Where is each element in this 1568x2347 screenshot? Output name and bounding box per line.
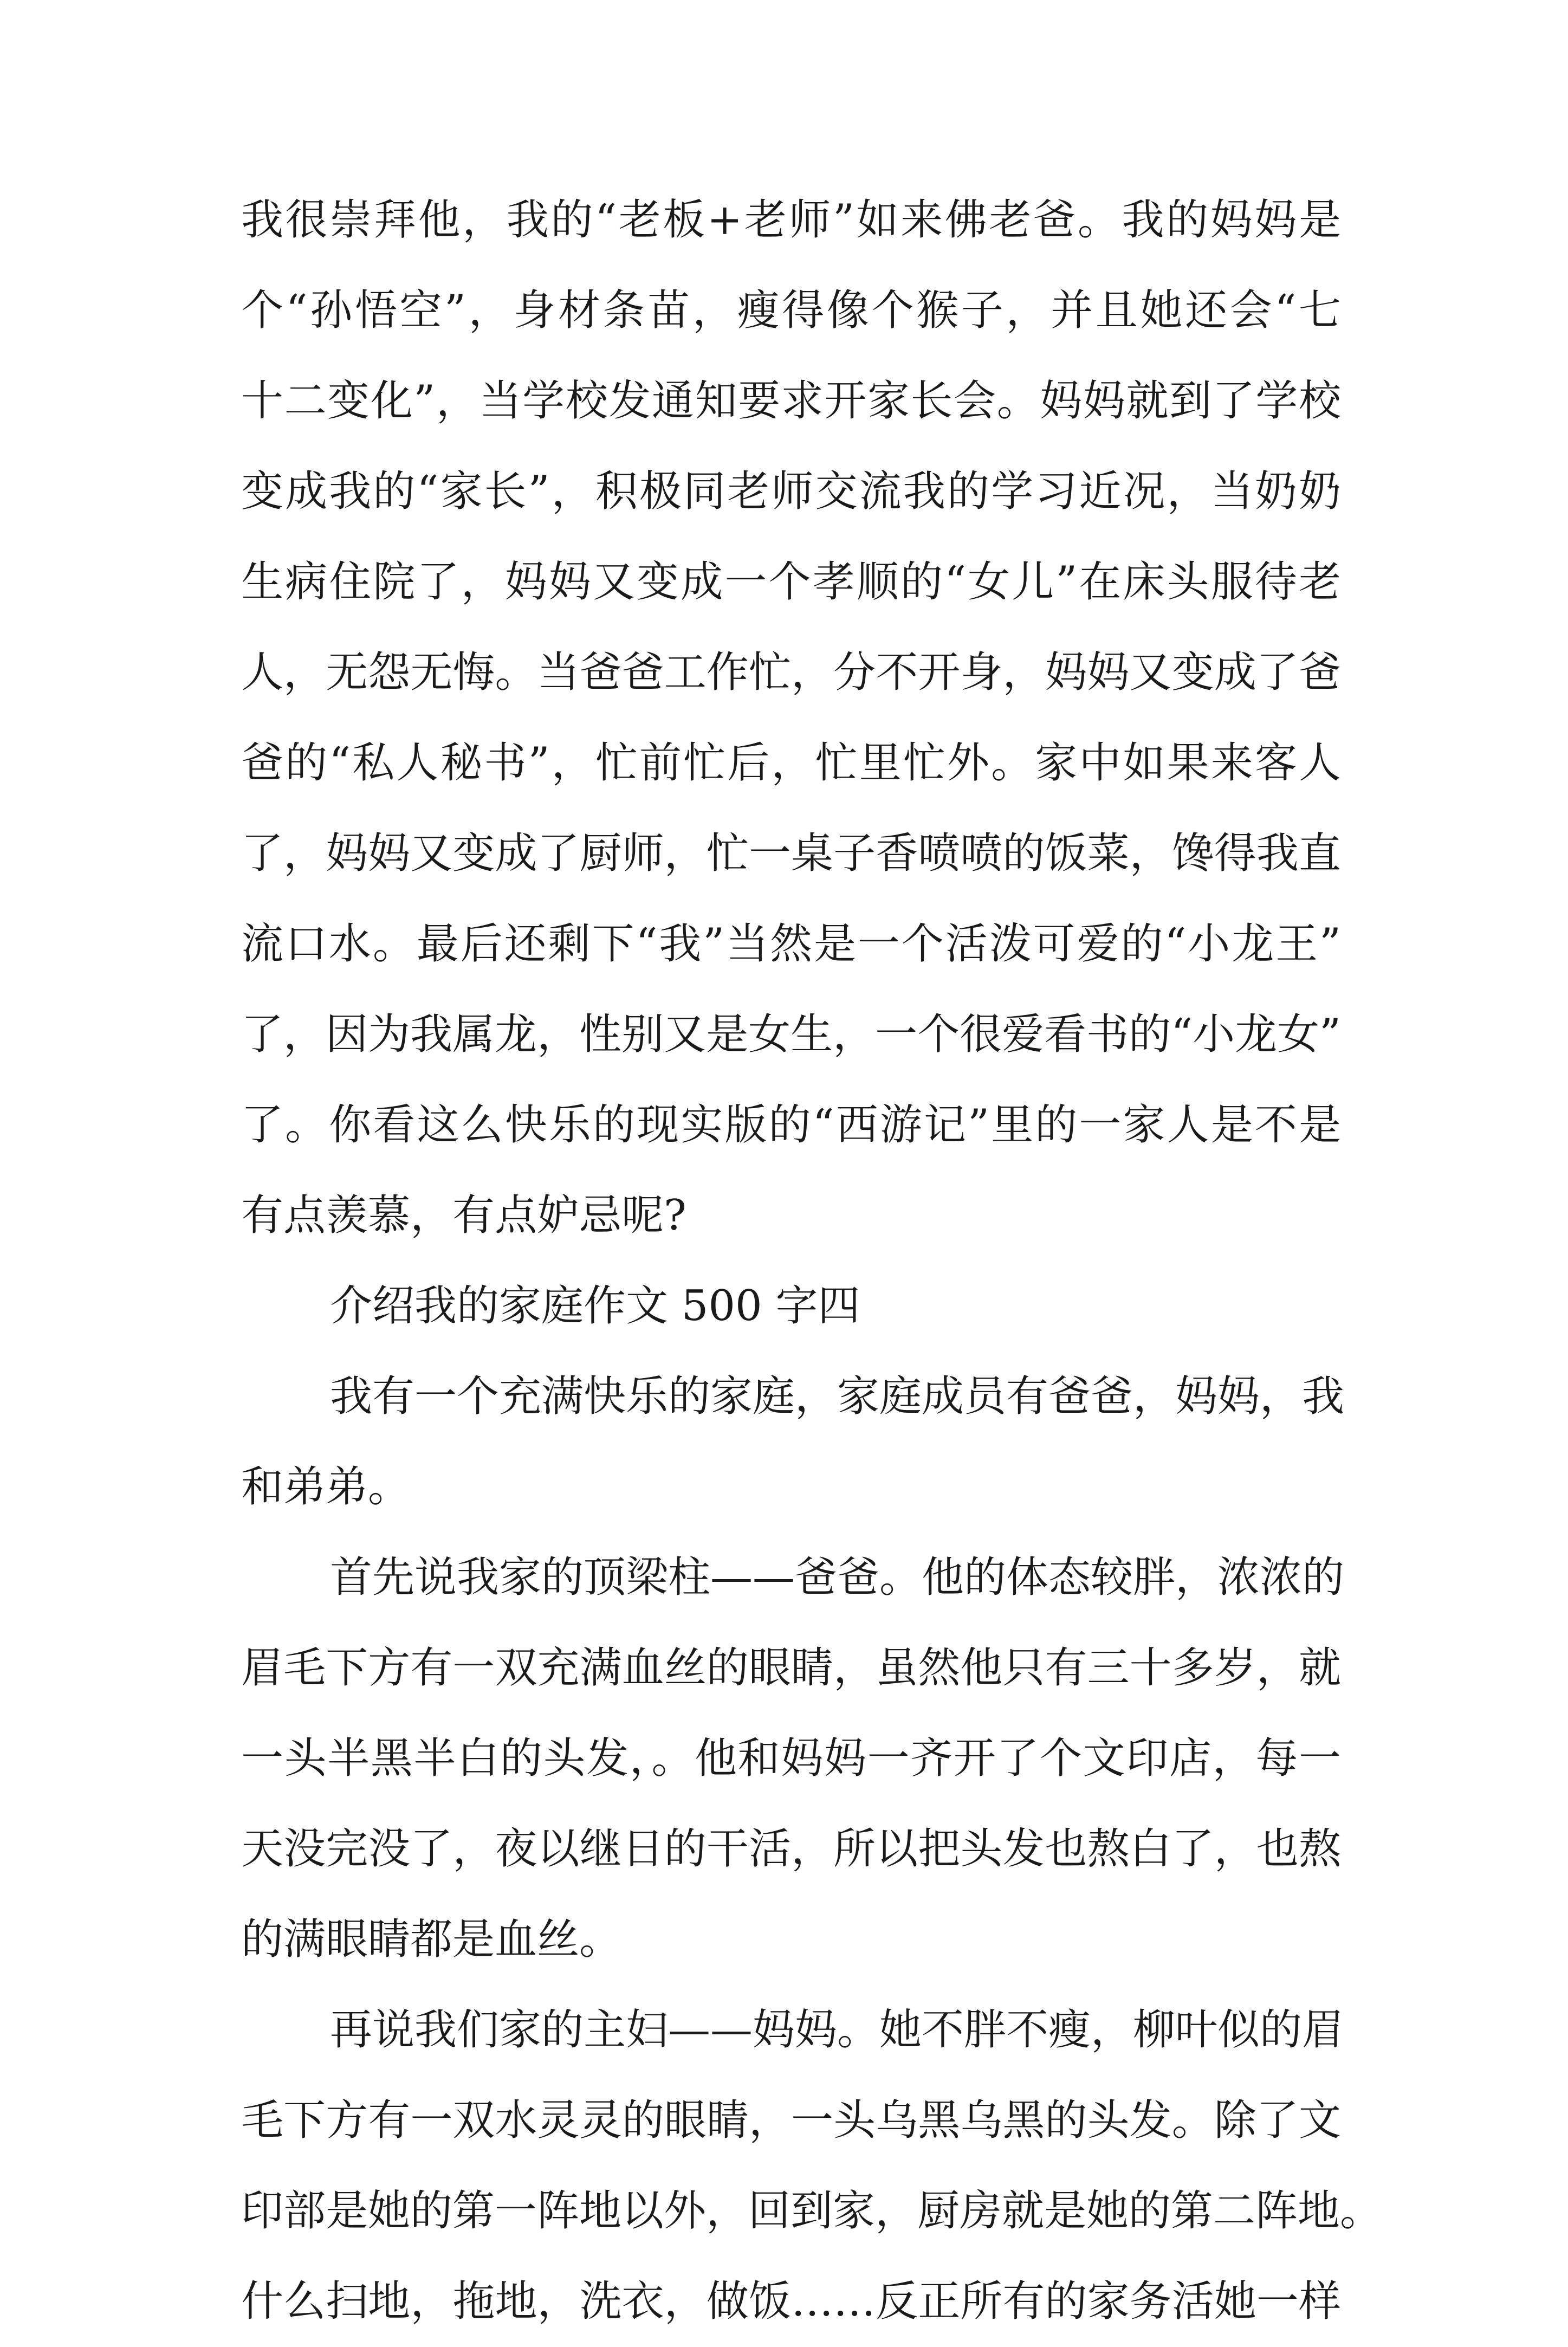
text-line: 毛下方有一双水灵灵的眼睛，一头乌黑乌黑的头发。除了文 bbox=[241, 2096, 1341, 2145]
text-line: 爸的“私人秘书”，忙前忙后，忙里忙外。家中如果来客人 bbox=[241, 739, 1341, 787]
text-line: 人，无怨无悔。当爸爸工作忙，分不开身，妈妈又变成了爸 bbox=[241, 648, 1341, 697]
text-line: 流口水。最后还剩下“我”当然是一个活泼可爱的“小龙王” bbox=[241, 920, 1341, 968]
text-line: 的满眼睛都是血丝。 bbox=[241, 1915, 622, 1964]
text-line: 我很崇拜他，我的“老板+老师”如来佛老爸。我的妈妈是 bbox=[241, 196, 1341, 244]
text-line: 一头半黑半白的头发，。他和妈妈一齐开了个文印店，每一 bbox=[241, 1734, 1341, 1783]
text-line: 我有一个充满快乐的家庭，家庭成员有爸爸，妈妈，我 bbox=[330, 1372, 1345, 1421]
text-line: 天没完没了，夜以继日的干活，所以把头发也熬白了，也熬 bbox=[241, 1825, 1341, 1873]
text-line: 十二变化”，当学校发通知要求开家长会。妈妈就到了学校 bbox=[241, 377, 1341, 425]
body-text bbox=[241, 175, 1383, 2347]
text-line: 生病住院了，妈妈又变成一个孝顺的“女儿”在床头服待老 bbox=[241, 558, 1341, 606]
text-line: 眉毛下方有一双充满血丝的眼睛，虽然他只有三十多岁，就 bbox=[241, 1644, 1341, 1692]
text-line: 和弟弟。 bbox=[241, 1463, 411, 1511]
text-line: 了，因为我属龙，性别又是女生，一个很爱看书的“小龙女” bbox=[241, 1010, 1341, 1059]
text-line: 印部是她的第一阵地以外，回到家，厨房就是她的第二阵地。 bbox=[241, 2187, 1383, 2235]
text-line: 变成我的“家长”，积极同老师交流我的学习近况，当奶奶 bbox=[241, 467, 1341, 516]
text-line: 再说我们家的主妇——妈妈。她不胖不瘦，柳叶似的眉 bbox=[330, 2006, 1345, 2054]
text-line: 个“孙悟空”，身材条苗，瘦得像个猴子，并且她还会“七 bbox=[241, 286, 1341, 335]
text-line: 什么扫地，拖地，洗衣，做饭……反正所有的家务活她一样 bbox=[241, 2277, 1341, 2326]
text-line: 有点羡慕，有点妒忌呢? bbox=[241, 1191, 686, 1240]
section-heading: 介绍我的家庭作文 500 字四 bbox=[330, 1282, 860, 1330]
text-line: 了，妈妈又变成了厨师，忙一桌子香喷喷的饭菜，馋得我直 bbox=[241, 829, 1341, 878]
text-line: 了。你看这么快乐的现实版的“西游记”里的一家人是不是 bbox=[241, 1101, 1341, 1149]
text-line: 首先说我家的顶梁柱——爸爸。他的体态较胖，浓浓的 bbox=[330, 1553, 1345, 1602]
